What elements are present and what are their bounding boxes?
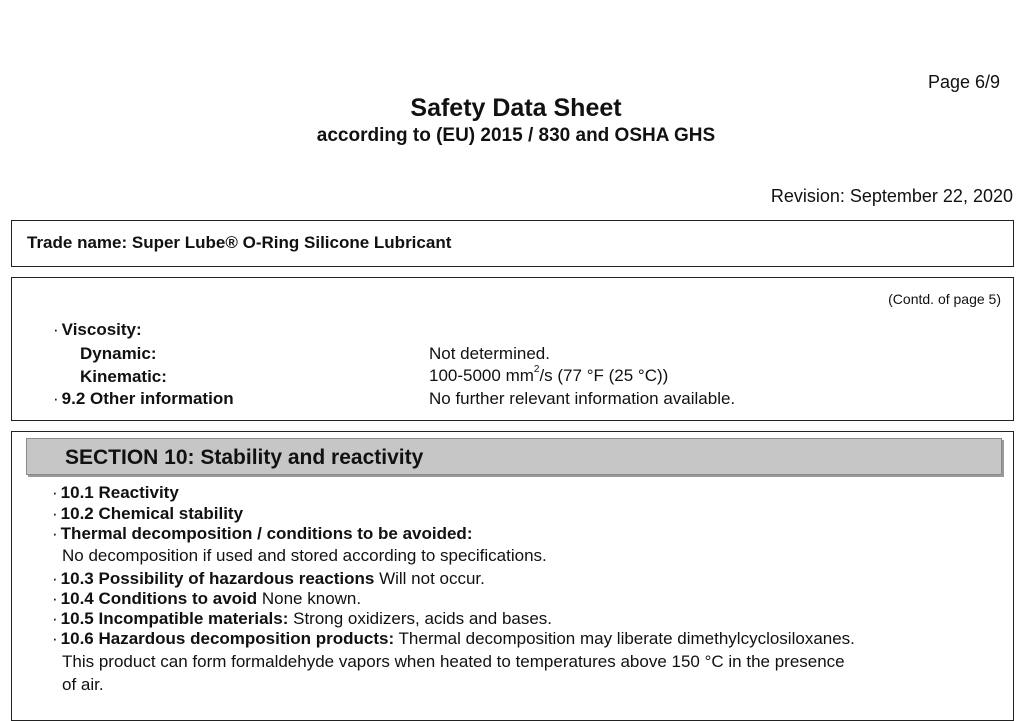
possibility-row — [52, 568, 485, 589]
kinematic-value-unit: /s (77 °F (25 °C)) — [539, 366, 669, 385]
trade-name: Trade name: Super Lube® O-Ring Silicone Lubricant — [27, 233, 452, 252]
section-title: SECTION 10: Stability and reactivity — [65, 446, 424, 469]
dynamic-label: Dynamic: — [80, 344, 157, 363]
dynamic-value: Not determined. — [429, 344, 550, 363]
incompatible-label: 10.5 Incompatible materials: — [60, 609, 289, 628]
revision-date: Revision: September 22, 2020 — [770, 186, 1013, 206]
other-info-value: No further relevant information available. — [429, 389, 736, 408]
thermal-value: No decomposition if used and stored according to specifications. — [62, 546, 547, 565]
bullet-dot: · — [52, 569, 58, 588]
bullet-dot: · — [52, 504, 58, 523]
kinematic-value — [429, 366, 668, 386]
kinematic-label: Kinematic: — [80, 367, 167, 386]
hazardous-row — [52, 628, 855, 649]
bullet-dot: · — [52, 609, 58, 628]
stability-row — [52, 503, 243, 524]
incompatible-row — [52, 608, 552, 629]
viscosity-row — [53, 320, 142, 340]
other-info-row — [53, 389, 234, 409]
continued-properties-box — [11, 277, 1014, 421]
section-10-box — [11, 431, 1014, 721]
section-header — [26, 438, 1002, 475]
conditions-row — [52, 588, 361, 609]
bullet-dot: · — [53, 389, 59, 408]
other-info-label: 9.2 Other information — [61, 389, 234, 408]
bullet-dot: · — [52, 524, 58, 543]
hazardous-line-3: of air. — [62, 675, 104, 694]
viscosity-label: Viscosity: — [61, 320, 142, 339]
conditions-label: 10.4 Conditions to avoid — [60, 589, 258, 608]
bullet-dot: · — [52, 629, 58, 648]
incompatible-value: Strong oxidizers, acids and bases. — [293, 609, 553, 628]
kinematic-value-sup: 2 — [533, 364, 540, 375]
bullet-dot: · — [52, 483, 58, 502]
kinematic-value-main: 100-5000 mm — [429, 366, 534, 385]
bullet-dot: · — [53, 320, 59, 339]
conditions-value: None known. — [261, 589, 362, 608]
hazardous-value: Thermal decomposition may liberate dimethylcyclosiloxanes. — [398, 629, 855, 648]
bullet-dot: · — [52, 589, 58, 608]
reactivity-row — [52, 482, 179, 503]
possibility-label: 10.3 Possibility of hazardous reactions — [60, 569, 375, 588]
thermal-row — [52, 523, 472, 544]
hazardous-line-2: This product can form formaldehyde vapors when heated to temperatures above 150 °C in the presence — [62, 652, 845, 671]
continued-note: (Contd. of page 5) — [888, 291, 1001, 307]
trade-name-box — [11, 220, 1014, 267]
document-subtitle: according to (EU) 2015 / 830 and OSHA GHS — [316, 125, 716, 146]
possibility-value: Will not occur. — [379, 569, 485, 588]
reactivity-label: 10.1 Reactivity — [60, 483, 179, 502]
stability-label: 10.2 Chemical stability — [60, 504, 244, 523]
page-number: Page 6/9 — [927, 72, 1000, 92]
document-title: Safety Data Sheet — [410, 94, 622, 122]
thermal-label: Thermal decomposition / conditions to be avoided: — [60, 524, 473, 543]
hazardous-label: 10.6 Hazardous decomposition products: — [60, 629, 395, 648]
